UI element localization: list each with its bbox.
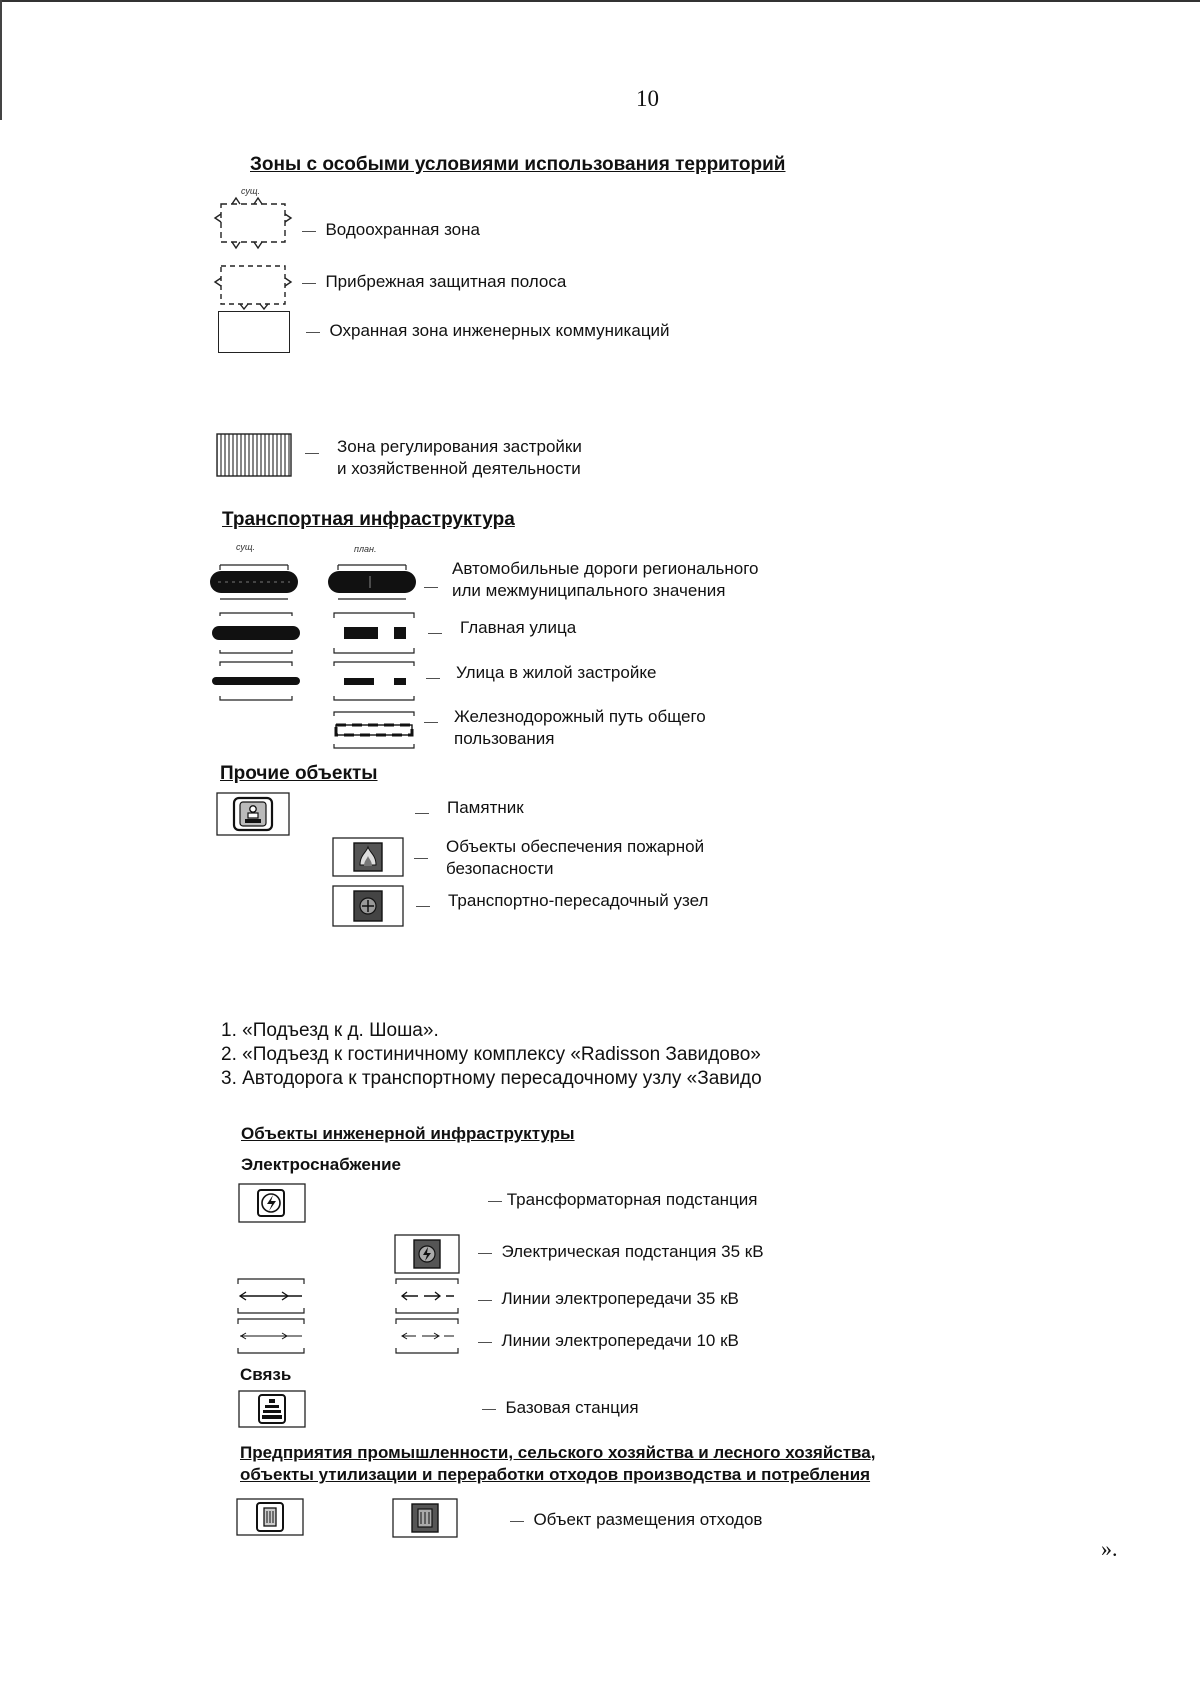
industry-title-line-2: объекты утилизации и переработки отходов производства и потребления xyxy=(240,1465,871,1484)
substation-icon xyxy=(394,1234,460,1274)
waste-label: Объект размещения отходов xyxy=(533,1510,763,1529)
transport-item-regional-roads xyxy=(452,558,759,602)
waste-planned-symbol xyxy=(392,1498,458,1538)
numbered-list xyxy=(221,1019,762,1091)
power-title: Электроснабжение xyxy=(241,1155,401,1174)
regional-road-planned-symbol xyxy=(326,562,418,602)
list-item: 2. «Подъезд к гостиничному комплексу «Radisson Завидово» xyxy=(221,1044,761,1065)
zone-item-water xyxy=(302,219,480,241)
regulation-line-2: и хозяйственной деятельности xyxy=(337,459,581,478)
power-item-line-10 xyxy=(478,1330,739,1352)
fire-safety-line-1: Объекты обеспечения пожарной xyxy=(446,837,705,856)
industry-item-waste xyxy=(510,1509,762,1531)
railway-line-1: Железнодорожный путь общего xyxy=(454,707,706,726)
dash: — xyxy=(478,1244,492,1260)
left-scan-border xyxy=(0,0,2,120)
power-item-line-35 xyxy=(478,1288,739,1310)
power-line-10kv-planned-symbol xyxy=(394,1318,460,1354)
regulation-line-1: Зона регулирования застройки xyxy=(337,437,582,456)
power-line-35kv-planned-symbol xyxy=(394,1278,460,1314)
line-10-label: Линии электропередачи 10 кВ xyxy=(501,1331,739,1350)
comm-item-base-station xyxy=(482,1397,639,1419)
dash: — xyxy=(414,849,428,865)
other-item-transit-hub xyxy=(448,890,708,912)
page-number: 10 xyxy=(636,86,659,111)
residential-street-label: Улица в жилой застройке xyxy=(456,663,657,682)
dash: — xyxy=(306,323,320,339)
fire-safety-line-2: безопасности xyxy=(446,859,554,878)
regional-roads-line-2: или межмуниципального значения xyxy=(452,581,726,600)
base-station-label: Базовая станция xyxy=(505,1398,639,1417)
zone-label-coastal: Прибрежная защитная полоса xyxy=(325,272,567,291)
engineering-title: Объекты инженерной инфраструктуры xyxy=(241,1124,575,1143)
dash: — xyxy=(426,669,440,685)
zone-label-engineering: Охранная зона инженерных коммуникаций xyxy=(329,321,670,340)
transport-item-main-street xyxy=(460,617,576,639)
zones-label-existing: сущ. xyxy=(241,186,261,196)
regional-roads-line-1: Автомобильные дороги регионального xyxy=(452,559,759,578)
main-street-label: Главная улица xyxy=(460,618,577,637)
transport-col-existing: сущ. xyxy=(236,542,256,552)
coastal-strip-symbol xyxy=(212,260,296,310)
base-station-symbol xyxy=(238,1390,306,1428)
dash: — xyxy=(415,804,429,820)
dash: — xyxy=(482,1400,496,1416)
residential-street-planned-symbol xyxy=(332,660,416,702)
dash: — xyxy=(424,713,438,729)
transit-hub-label: Транспортно-пересадочный узел xyxy=(448,891,709,910)
dash: — xyxy=(428,624,442,640)
monument-icon xyxy=(216,792,290,836)
railway-line-2: пользования xyxy=(454,729,555,748)
dash: — xyxy=(302,222,316,238)
regulation-zone-symbol xyxy=(216,433,292,477)
transport-title: Транспортная инфраструктура xyxy=(222,509,515,530)
closing-mark: ». xyxy=(1101,1536,1118,1561)
other-item-monument xyxy=(447,797,524,819)
transport-item-railway xyxy=(454,706,706,750)
power-item-substation xyxy=(478,1241,764,1263)
waste-existing-symbol xyxy=(236,1498,304,1536)
zone-item-engineering xyxy=(306,320,670,342)
waste-icon xyxy=(264,1508,276,1526)
zone-item-regulation xyxy=(337,436,582,480)
transport-col-planned: план. xyxy=(354,544,377,554)
transport-item-residential-street xyxy=(456,662,656,684)
other-title: Прочие объекты xyxy=(220,763,378,784)
dash: — xyxy=(478,1333,492,1349)
zone-item-coastal xyxy=(302,271,566,293)
zones-title: Зоны с особыми условиями использования территорий xyxy=(250,154,786,175)
list-item: 1. «Подъезд к д. Шоша». xyxy=(221,1020,439,1041)
industry-title xyxy=(240,1442,875,1486)
dash: — xyxy=(488,1192,502,1208)
power-item-transformer xyxy=(488,1189,757,1211)
transformer-label: Трансформаторная подстанция xyxy=(506,1190,758,1209)
dash: — xyxy=(510,1512,524,1528)
power-line-10kv-existing-symbol xyxy=(236,1318,306,1354)
railway-symbol xyxy=(332,710,416,750)
dash: — xyxy=(302,274,316,290)
zone-label-water: Водоохранная зона xyxy=(325,220,480,239)
regional-road-existing-symbol xyxy=(208,562,300,602)
engineering-protection-zone-symbol xyxy=(218,311,290,353)
list-item: 3. Автодорога к транспортному пересадочному узлу «Завидо xyxy=(221,1068,762,1089)
residential-street-existing-symbol xyxy=(210,660,302,702)
monument-label: Памятник xyxy=(447,798,524,817)
transformer-substation-symbol xyxy=(238,1183,306,1223)
fire-safety-icon xyxy=(332,837,404,877)
top-scan-border xyxy=(0,0,1200,2)
dash: — xyxy=(416,897,430,913)
other-item-fire-safety xyxy=(446,836,704,880)
main-street-existing-symbol xyxy=(210,612,302,654)
dash: — xyxy=(478,1291,492,1307)
industry-title-line-1: Предприятия промышленности, сельского хозяйства и лесного хозяйства, xyxy=(240,1443,876,1462)
transit-hub-icon xyxy=(332,885,404,927)
main-street-planned-symbol xyxy=(332,612,416,654)
line-35-label: Линии электропередачи 35 кВ xyxy=(501,1289,739,1308)
power-line-35kv-existing-symbol xyxy=(236,1278,306,1314)
water-protection-zone-symbol xyxy=(212,196,296,250)
substation-label: Электрическая подстанция 35 кВ xyxy=(501,1242,764,1261)
comm-title: Связь xyxy=(240,1365,292,1384)
dash: — xyxy=(424,578,438,594)
dash: — xyxy=(305,444,319,460)
